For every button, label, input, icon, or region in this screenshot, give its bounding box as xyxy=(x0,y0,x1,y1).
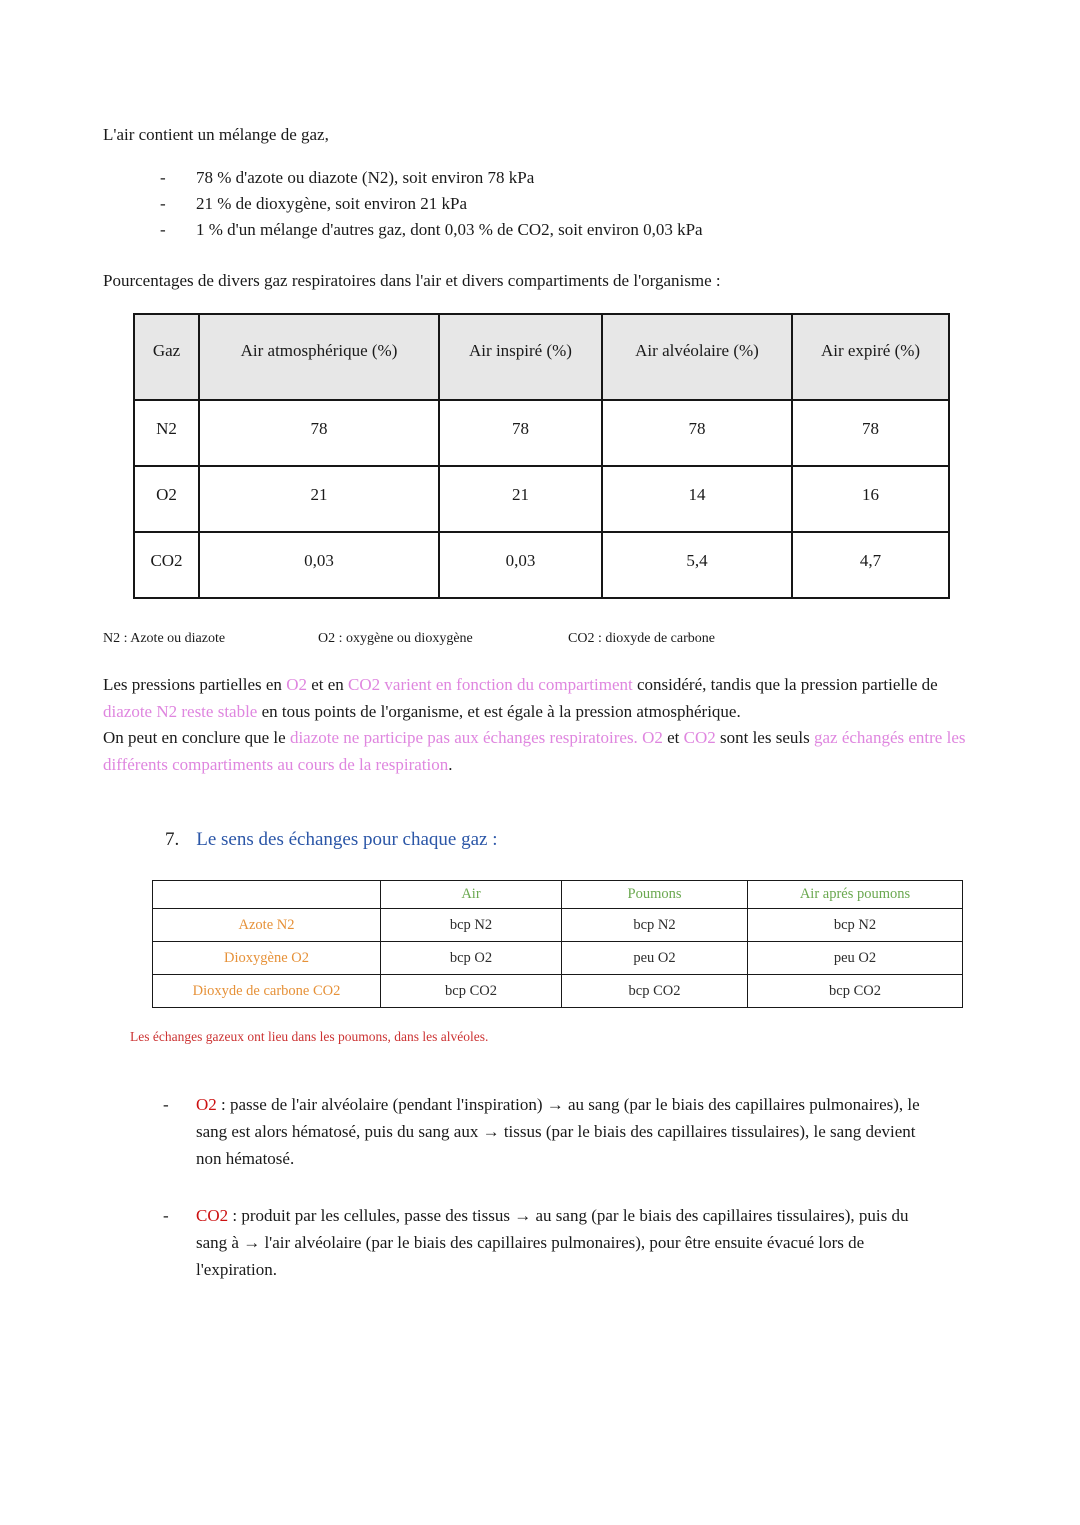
list-item-text: 1 % d'un mélange d'autres gaz, dont 0,03 % de CO2, soit environ 0,03 kPa xyxy=(196,220,703,239)
list-item xyxy=(160,217,980,243)
table-cell: bcp CO2 xyxy=(381,975,562,1008)
table-cell: bcp CO2 xyxy=(748,975,963,1008)
table-cell: 78 xyxy=(602,400,792,466)
text-segment: et xyxy=(662,728,684,747)
text-segment: : produit par les cellules, passe des tissus → au sang (par le biais des capillaires tissulaires), puis du sang à → l'air alvéolaire (par le biais des capillaires pulmonaires), pour être ensuite évacué lors de l'expiration. xyxy=(196,1206,909,1279)
text-segment: Les pressions partielles en xyxy=(103,675,287,694)
table-cell: 78 xyxy=(439,400,602,466)
gas-percentages-table-header xyxy=(134,314,949,400)
table-cell: 21 xyxy=(199,466,439,532)
list-item xyxy=(160,191,980,217)
gas-exchange-table-header xyxy=(153,881,963,909)
column-header: Air atmosphérique (%) xyxy=(199,314,439,400)
section-title: Le sens des échanges pour chaque gaz : xyxy=(196,829,498,850)
footnote-n2: N2 : Azote ou diazote xyxy=(103,631,226,646)
dash-bullet: - xyxy=(160,220,166,239)
text-segment: : passe de l'air alvéolaire (pendant l'inspiration) → au sang (par le biais des capillaires pulmonaires), le sang est alors hématosé, puis du sang aux → tissus (par le biais des capillaires tissulaires), le sang devient non hématosé. xyxy=(196,1095,920,1168)
table-cell: peu O2 xyxy=(562,942,748,975)
table-row xyxy=(134,466,949,532)
table-row xyxy=(134,400,949,466)
column-header: Air inspiré (%) xyxy=(439,314,602,400)
pink-text-segment: diazote N2 reste stable xyxy=(103,701,258,721)
table-cell: N2 xyxy=(134,400,199,466)
column-header: Air alvéolaire (%) xyxy=(602,314,792,400)
list-item xyxy=(160,165,980,191)
text-segment: sont les seuls xyxy=(715,728,814,747)
footnote-o2: O2 : oxygène ou dioxygène xyxy=(318,631,473,646)
column-header: Poumons xyxy=(562,881,748,909)
dash-bullet: - xyxy=(160,194,166,213)
table-cell: O2 xyxy=(134,466,199,532)
table-cell: 78 xyxy=(199,400,439,466)
pink-text-segment: gaz échangés entre les différents compartiments au cours de la respiration xyxy=(103,728,966,774)
partial-pressures-paragraphs xyxy=(103,672,978,778)
table-row xyxy=(134,532,949,598)
table-cell: bcp N2 xyxy=(748,909,963,942)
red-footnote: Les échanges gazeux ont lieu dans les poumons, dans les alvéoles. xyxy=(130,1029,489,1044)
table-cell: bcp N2 xyxy=(381,909,562,942)
list-item-text: 21 % de dioxygène, soit environ 21 kPa xyxy=(196,194,468,213)
pink-text-segment: O2 xyxy=(286,675,307,694)
table-cell: 4,7 xyxy=(792,532,949,598)
gas-percentages-table-body xyxy=(134,400,949,598)
table-cell: 21 xyxy=(439,466,602,532)
column-header: Air aprés poumons xyxy=(748,881,963,909)
table-cell: 78 xyxy=(792,400,949,466)
footnote-co2: CO2 : dioxyde de carbone xyxy=(568,631,715,646)
table-cell: CO2 xyxy=(134,532,199,598)
table-row xyxy=(153,942,963,975)
paragraph-conclusion xyxy=(103,725,978,778)
dash-bullet: - xyxy=(160,168,166,187)
gas-pathway-item xyxy=(163,1091,980,1172)
table-cell: bcp N2 xyxy=(562,909,748,942)
table-row xyxy=(153,975,963,1008)
table-cell: bcp CO2 xyxy=(562,975,748,1008)
row-label: Azote N2 xyxy=(153,909,381,942)
text-segment: et en xyxy=(306,675,349,694)
column-header xyxy=(153,881,381,909)
pink-text-segment: diazote ne participe pas aux échanges respiratoires. xyxy=(289,728,638,747)
column-header: Air xyxy=(381,881,562,909)
gas-pathway-list xyxy=(163,1091,980,1283)
list-item-text: 78 % d'azote ou diazote (N2), soit environ 78 kPa xyxy=(196,168,535,187)
table-cell: peu O2 xyxy=(748,942,963,975)
gas-pathway-text xyxy=(196,1091,920,1172)
text-segment: en tous points de l'organisme, et est égale à la pression atmosphérique. xyxy=(257,701,741,721)
intro-lead: L'air contient un mélange de gaz, xyxy=(103,125,329,144)
dash-bullet: - xyxy=(163,1095,169,1114)
red-text-segment: CO2 xyxy=(196,1206,229,1225)
table-cell: 0,03 xyxy=(439,532,602,598)
text-segment: considéré, tandis que la pression partielle de xyxy=(632,675,938,694)
table-cell: bcp O2 xyxy=(381,942,562,975)
gas-percentages-table xyxy=(133,313,950,599)
table-cell: 14 xyxy=(602,466,792,532)
pink-text-segment: CO2 xyxy=(683,728,716,747)
table-cell: 5,4 xyxy=(602,532,792,598)
table1-caption: Pourcentages de divers gaz respiratoires dans l'air et divers compartiments de l'organisme : xyxy=(103,271,721,290)
gas-pathway-text xyxy=(196,1202,920,1283)
gas-pathway-item xyxy=(163,1202,980,1283)
red-text-segment: O2 xyxy=(196,1095,217,1114)
row-label: Dioxygène O2 xyxy=(153,942,381,975)
table-cell: 16 xyxy=(792,466,949,532)
section-number: 7. xyxy=(165,829,180,850)
gas-composition-list xyxy=(160,165,980,243)
table-cell: 0,03 xyxy=(199,532,439,598)
section-7-heading xyxy=(165,827,980,853)
text-segment: . xyxy=(448,754,453,774)
gas-exchange-direction-table xyxy=(152,880,963,1008)
table-row xyxy=(153,909,963,942)
pink-text-segment: O2 xyxy=(642,728,663,747)
dash-bullet: - xyxy=(163,1206,169,1225)
text-segment: On peut en conclure que le xyxy=(103,728,290,747)
table1-footnotes xyxy=(103,630,980,648)
pink-text-segment: CO2 varient en fonction du compartiment xyxy=(348,675,633,694)
paragraph-partial-pressures xyxy=(103,672,978,725)
column-header: Air expiré (%) xyxy=(792,314,949,400)
column-header: Gaz xyxy=(134,314,199,400)
row-label: Dioxyde de carbone CO2 xyxy=(153,975,381,1008)
gas-exchange-table-body xyxy=(153,909,963,1008)
